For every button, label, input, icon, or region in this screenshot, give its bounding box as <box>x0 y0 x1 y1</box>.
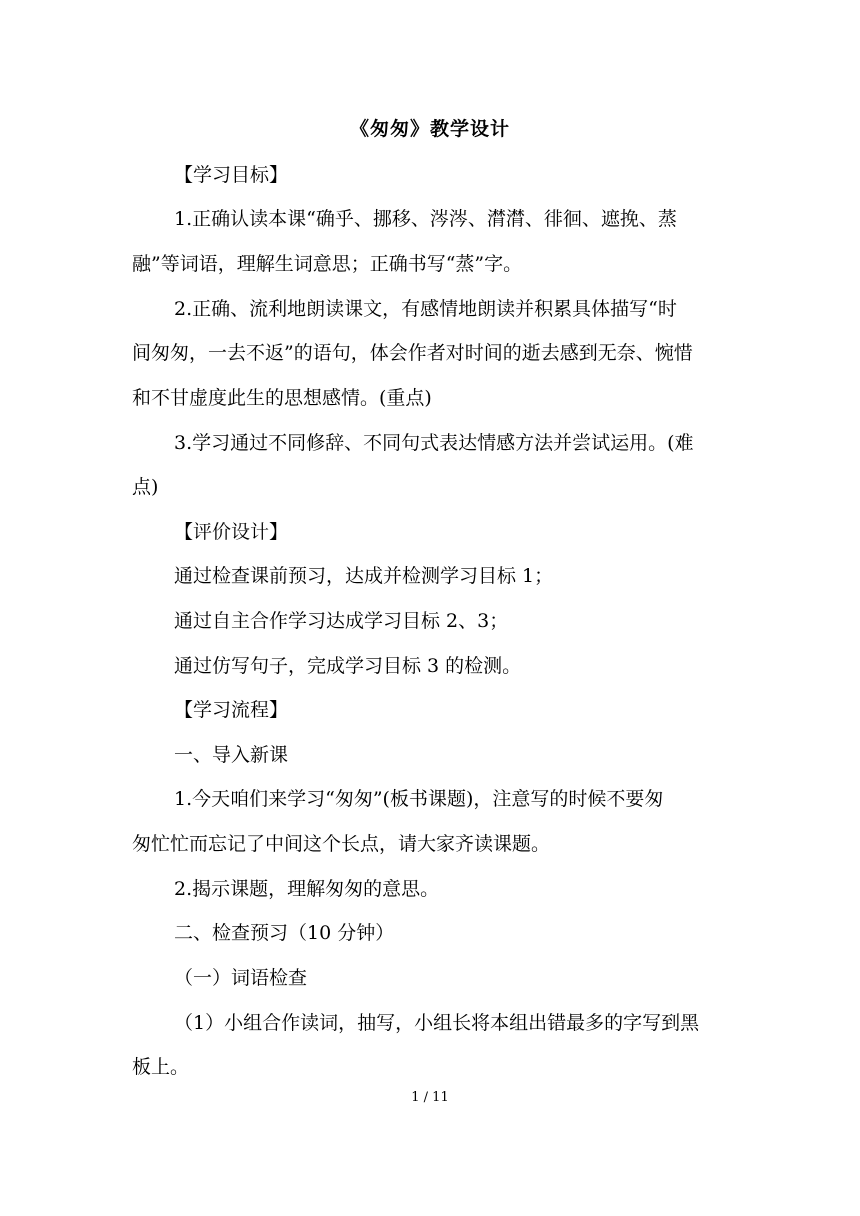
paragraph-line: 通过自主合作学习达成学习目标 2、3； <box>174 610 509 632</box>
subheading-line: 二、检查预习（10 分钟） <box>174 922 395 944</box>
paragraph-line: 1.今天咱们来学习“匆匆”(板书课题)，注意写的时候不要匆 <box>174 788 664 810</box>
subheading-line: 一、导入新课 <box>174 744 289 766</box>
paragraph-line: 间匆匆，一去不返”的语句，体会作者对时间的逝去感到无奈、惋惜 <box>132 342 693 364</box>
paragraph-line: 融”等词语，理解生词意思；正确书写“蒸”字。 <box>132 253 523 275</box>
section-heading-process: 【学习流程】 <box>174 699 289 721</box>
section-heading-evaluation: 【评价设计】 <box>174 521 289 543</box>
paragraph-line: （1）小组合作读词，抽写，小组长将本组出错最多的字写到黑 <box>174 1012 700 1034</box>
paragraph-line: 和不甘虚度此生的思想感情。(重点) <box>132 387 432 409</box>
paragraph-line: 通过仿写句子，完成学习目标 3 的检测。 <box>174 655 522 677</box>
paragraph-line: 2.揭示课题，理解匆匆的意思。 <box>174 878 440 900</box>
paragraph-line: 点) <box>132 476 159 498</box>
paragraph-line: 板上。 <box>132 1056 190 1078</box>
page-number: 1 / 11 <box>411 1090 449 1105</box>
paragraph-line: 1.正确认读本课“确乎、挪移、涔涔、潸潸、徘徊、遮挽、蒸 <box>174 208 677 230</box>
section-heading-objectives: 【学习目标】 <box>174 164 289 186</box>
paragraph-line: 匆忙忙而忘记了中间这个长点，请大家齐读课题。 <box>132 833 551 855</box>
paragraph-line: 2.正确、流利地朗读课文，有感情地朗读并积累具体描写“时 <box>174 298 677 320</box>
paragraph-line: 通过检查课前预习，达成并检测学习目标 1； <box>174 565 554 587</box>
paragraph-line: 3.学习通过不同修辞、不同句式表达情感方法并尝试运用。(难 <box>174 432 694 454</box>
document-title: 《匆匆》教学设计 <box>349 118 510 140</box>
subheading-line: （一）词语检查 <box>174 967 308 989</box>
